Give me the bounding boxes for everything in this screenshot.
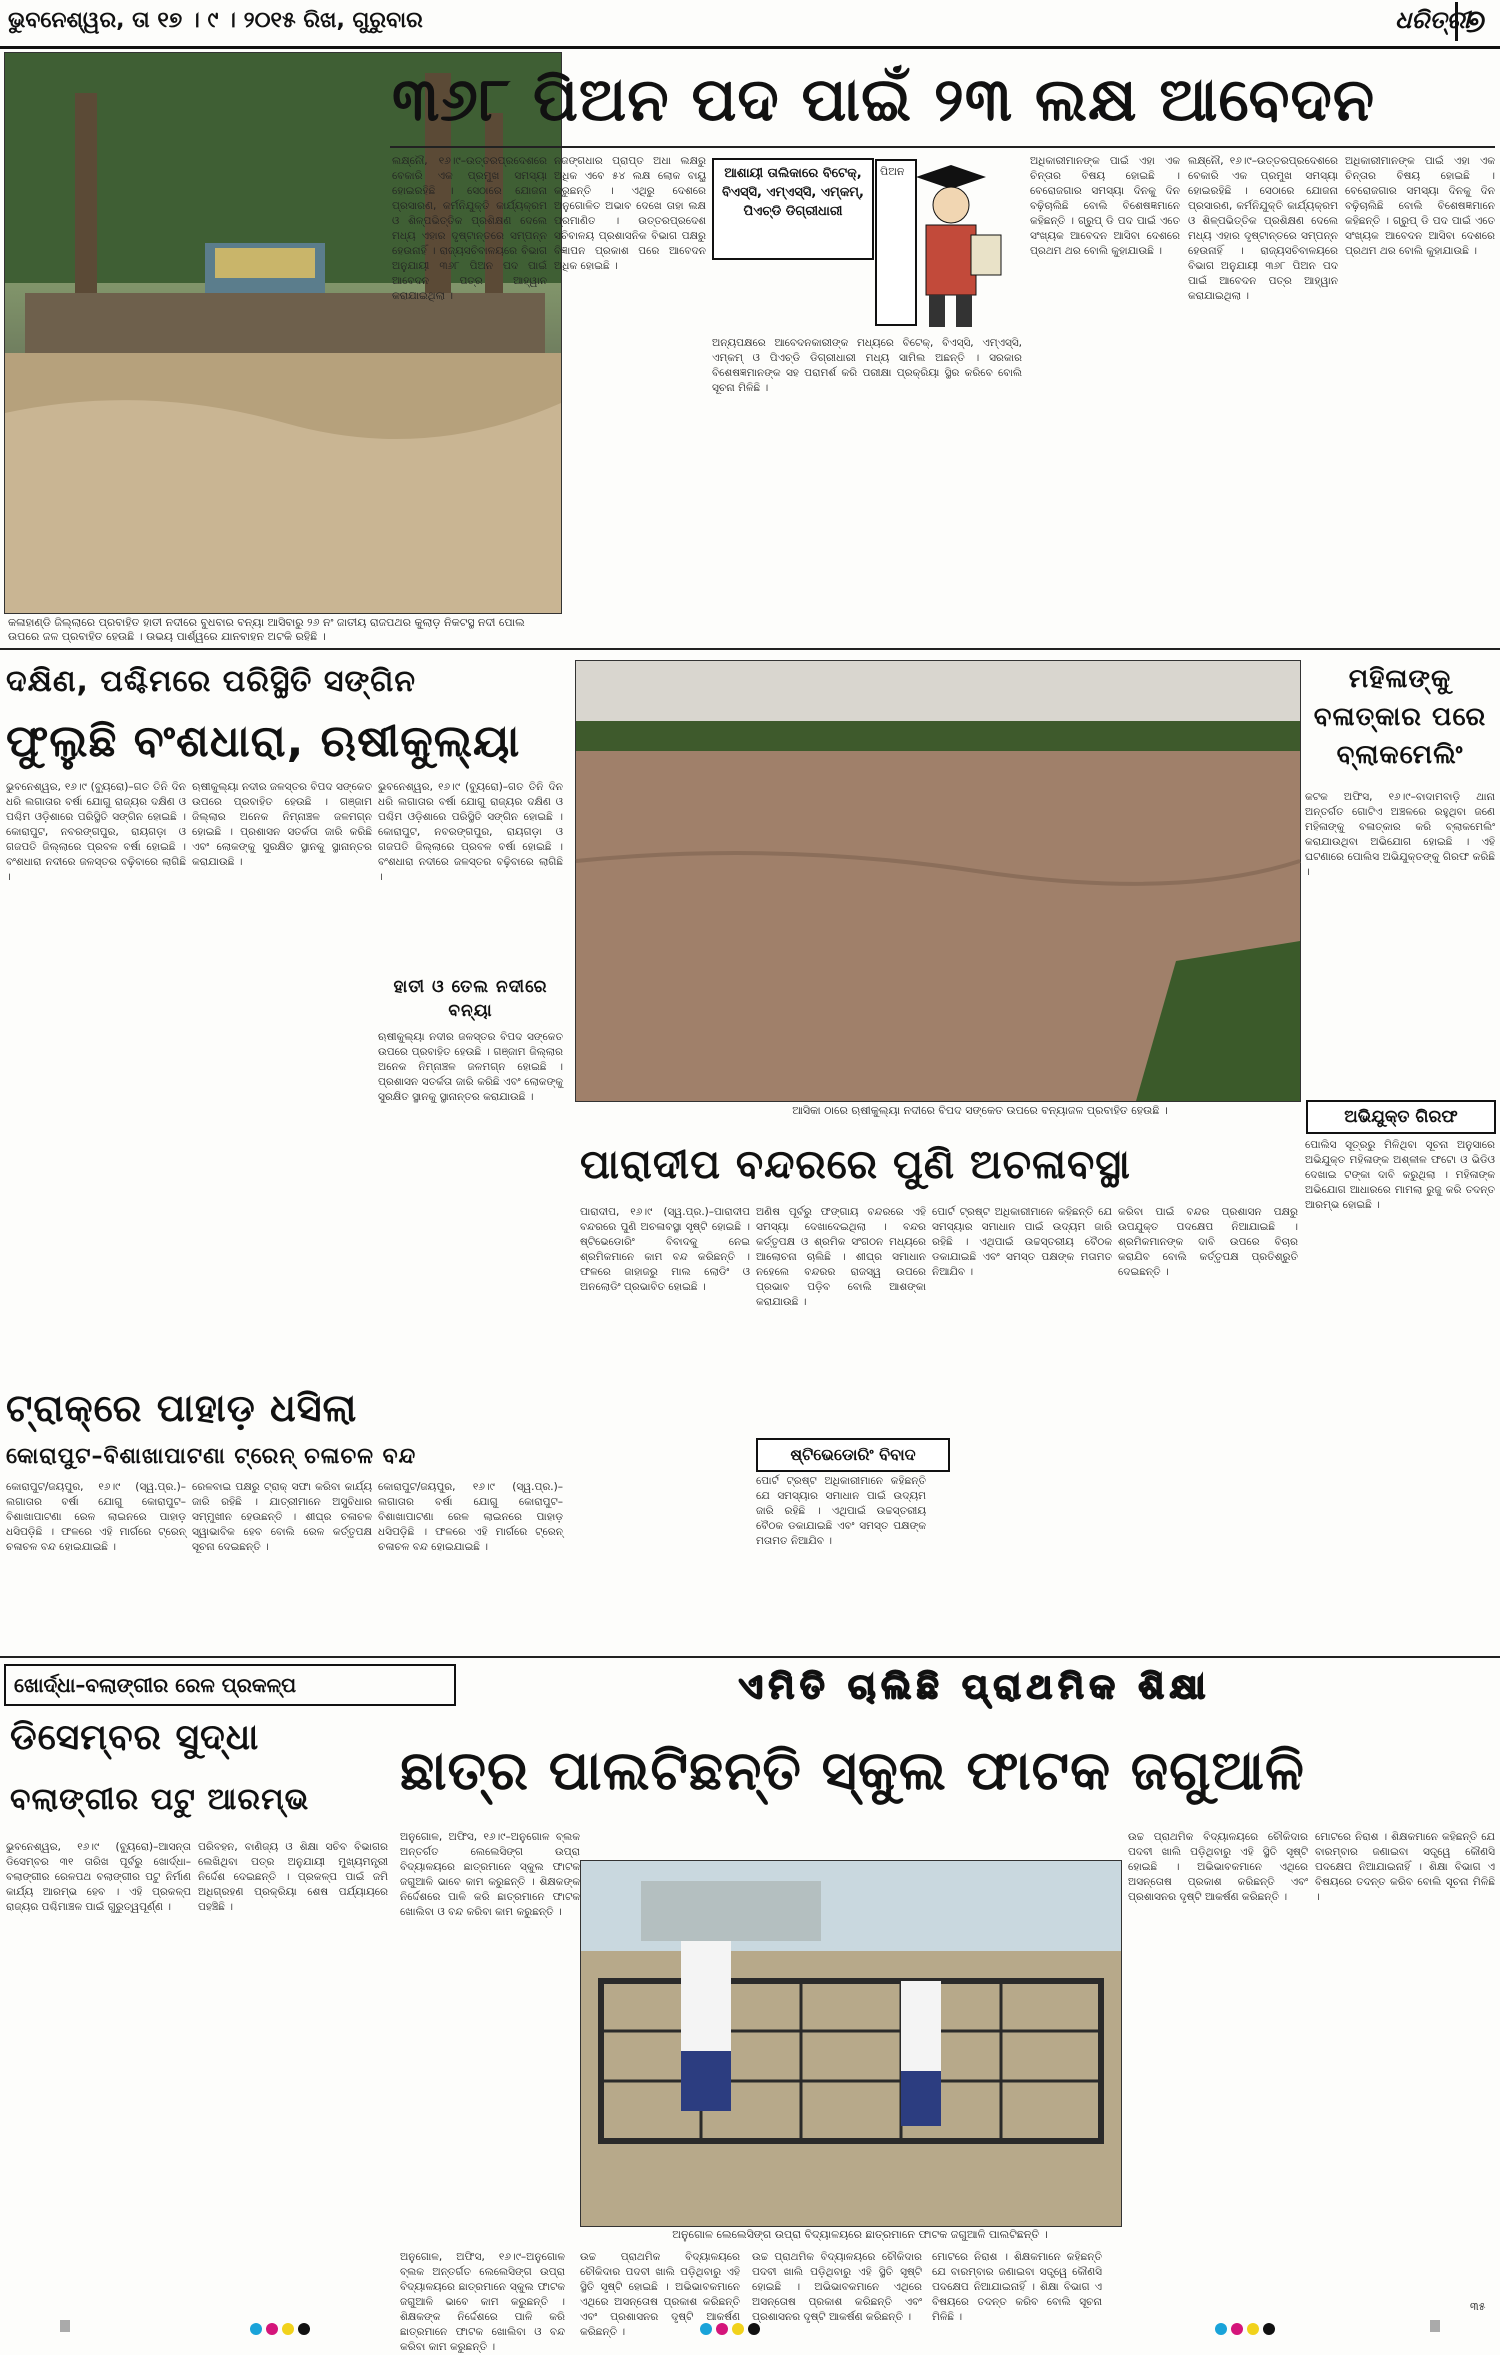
landslide-col-3: କୋରାପୁଟ/ଜୟପୁର, ୧୬।୯ (ସ୍ୱ.ପ୍ର.)–ଲଗାତାର ବର୍ଷା ଯୋଗୁ କୋରାପୁଟ–ବିଶାଖାପାଟଣା ରେଳ ଲାଇନରେ ପାହାଡ଼ ଧସିପଡ଼ିଛି । ଫଳରେ ଏହି ମାର୍ଗରେ ଟ୍ରେନ୍ ଚଳାଚଳ ବନ୍ଦ ହୋଇଯାଇଛି । bbox=[378, 1481, 563, 1553]
blackmail-tag-text: ଅଭିଯୁକ୍ତ ଗିରଫ bbox=[1344, 1107, 1458, 1127]
lead-col-6: ଅଧିକାରୀମାନଙ୍କ ପାଇଁ ଏହା ଏକ ଚିନ୍ତାର ବିଷୟ ହୋଇଛି । ବେରୋଜଗାର ସମସ୍ୟା ଦିନକୁ ଦିନ ବଢ଼ିଚାଲିଛି ବୋଲି ବିଶେଷଜ୍ଞମାନେ କହିଛନ୍ତି । ଗ୍ରୁପ୍ ଡି ପଦ ପାଇଁ ଏତେ ସଂଖ୍ୟକ ଆବେଦନ ଆସିବା ଦେଶରେ ପ୍ରଥମ ଥର ବୋଲି କୁହାଯାଉଛି । bbox=[1345, 155, 1495, 257]
black-dot-icon bbox=[298, 2323, 310, 2335]
flood-subhead: ହାତୀ ଓ ତେଲ ନଦୀରେ ବନ୍ୟା bbox=[393, 977, 548, 1021]
river-illustration bbox=[576, 661, 1300, 1101]
yellow-dot-icon bbox=[282, 2323, 294, 2335]
footer-grey-swatch-1 bbox=[60, 2320, 70, 2332]
lead-col-5: ଲକ୍ଷ୍ନୌ, ୧୬।୯–ଉତ୍ତରପ୍ରଦେଶରେ ବେକାରି ଏକ ପ୍ରମୁଖ ସମସ୍ୟା ହୋଇରହିଛି । ସେଠାରେ ଯୋଜନା ପ୍ରସାରଣ, କର୍ମନିଯୁକ୍ତି କାର୍ଯ୍ୟକ୍ରମ ଓ ଶିଳ୍ପଭିତ୍ତିକ ପ୍ରଶିକ୍ଷଣ ଦେଲେ ମଧ୍ୟ ଏହାର ଦୃଷ୍ଟାନ୍ତରେ ସମ୍ପନ୍ନ ହେଉନାହିଁ । ରାଜ୍ୟସଚିବାଳୟରେ ବିଭାଗ ଅନୁଯାୟୀ ୩୬୮ ପିଅନ ପଦ ପାଇଁ ଆବେଦନ ପତ୍ର ଆହ୍ୱାନ କରାଯାଇଥିଲା । bbox=[1188, 155, 1338, 302]
school-col-7: ମୋଟରେ ନିରାଶ । ଶିକ୍ଷକମାନେ କହିଛନ୍ତି ଯେ ବାରମ୍ବାର ଜଣାଇବା ସତ୍ତ୍ୱେ କୌଣସି ପଦକ୍ଷେପ ନିଆଯାଇନାହିଁ । ଶିକ୍ଷା ବିଭାଗ ଏ ବିଷୟରେ ତଦନ୍ତ କରିବ ବୋଲି ସୂଚନା ମିଳିଛି । bbox=[1315, 1831, 1495, 1903]
cyan-dot-icon bbox=[1215, 2323, 1227, 2335]
blackmail-col-2: ପୋଲିସ ସୂତ୍ରରୁ ମିଳିଥିବା ସୂଚନା ଅନୁସାରେ ଅଭିଯୁକ୍ତ ମହିଳାଙ୍କ ଅଶ୍ଳୀଳ ଫଟୋ ଓ ଭିଡିଓ ଦେଖାଇ ଟଙ୍କା ଦାବି କରୁଥିଲା । ମହିଳାଙ୍କ ଅଭିଯୋଗ ଆଧାରରେ ମାମଲା ରୁଜୁ କରି ତଦନ୍ତ ଆରମ୍ଭ ହୋଇଛି । bbox=[1305, 1139, 1495, 1211]
lead-headline: ୩୬୮ ପିଅନ ପଦ ପାଇଁ ୨୩ ଲକ୍ଷ ଆବେଦନ bbox=[392, 65, 1376, 135]
magenta-dot-icon bbox=[266, 2323, 278, 2335]
peon-cartoon bbox=[866, 155, 1021, 330]
landslide-col-1: କୋରାପୁଟ/ଜୟପୁର, ୧୬।୯ (ସ୍ୱ.ପ୍ର.)–ଲଗାତାର ବର୍ଷା ଯୋଗୁ କୋରାପୁଟ–ବିଶାଖାପାଟଣା ରେଳ ଲାଇନରେ ପାହାଡ଼ ଧସିପଡ଼ିଛି । ଫଳରେ ଏହି ମାର୍ଗରେ ଟ୍ରେନ୍ ଚଳାଚଳ ବନ୍ଦ ହୋଇଯାଇଛି । bbox=[6, 1481, 186, 1553]
landslide-headline: ଟ୍ରାକ୍‌ରେ ପାହାଡ଼ ଧସିଲା bbox=[6, 1386, 358, 1430]
paradip-col-5: କରିବା ପାଇଁ ବନ୍ଦର ପ୍ରଶାସନ ପକ୍ଷରୁ ଉପଯୁକ୍ତ ପଦକ୍ଷେପ ନିଆଯାଇଛି । ଶ୍ରମିକମାନଙ୍କ ଦାବି ଉପରେ ବିଚାର କରାଯିବ ବୋଲି କର୍ତ୍ତୃପକ୍ଷ ପ୍ରତିଶ୍ରୁତି ଦେଇଛନ୍ତି । bbox=[1118, 1206, 1298, 1278]
print-registration-marks bbox=[0, 2318, 1500, 2335]
school-col-6: ଉଚ୍ଚ ପ୍ରାଥମିକ ବିଦ୍ୟାଳୟରେ ଚୌକିଦାର ପଦବୀ ଖାଲି ପଡ଼ିଥିବାରୁ ଏହି ସ୍ଥିତି ସୃଷ୍ଟି ହୋଇଛି । ଅଭିଭାବକମାନେ ଏଥିରେ ଅସନ୍ତୋଷ ପ୍ରକାଶ କରିଛନ୍ତି ଏବଂ ପ୍ରଶାସନର ଦୃଷ୍ଟି ଆକର୍ଷଣ କରିଛନ୍ତି । bbox=[1128, 1831, 1308, 1903]
cartoon-door-sign: ପିଅନ bbox=[880, 165, 905, 178]
landslide-subhead: କୋରାପୁଟ–ବିଶାଖାପାଟଣା ଟ୍ରେନ୍ ଚଳାଚଳ ବନ୍ଦ bbox=[6, 1444, 417, 1469]
bridge-photo-caption: କଳାହାଣ୍ଡି ଜିଲ୍ଲାରେ ପ୍ରବାହିତ ହାତୀ ନଦୀରେ ବୁଧବାର ବନ୍ୟା ଆସିବାରୁ ୨୬ ନଂ ଜାତୀୟ ରାଜପଥର କୁଲାଡ଼ ନିକଟସ୍ଥ ନଦୀ ପୋଲ ଉପରେ ଜଳ ପ୍ରବାହିତ ହେଉଛି । ଉଭୟ ପାର୍ଶ୍ୱରେ ଯାନବାହନ ଅଟକି ରହିଛି । bbox=[8, 616, 525, 643]
blackmail-headline: ମହିଳାଙ୍କୁ ବଳାତ୍କାର ପରେ ବ୍ଲାକମେଲିଂ bbox=[1313, 664, 1487, 770]
rail-col-2: ପରିବହନ, ବାଣିଜ୍ୟ ଓ ଶିକ୍ଷା ସଚିବ ବିଭାଗର ଲେଖିଥିବା ପତ୍ର ଅନୁଯାୟୀ ମୁଖ୍ୟମନ୍ତ୍ରୀ ନିର୍ଦ୍ଦେଶ ଦେଇଛନ୍ତି । ପ୍ରକଳ୍ପ ପାଇଁ ଜମି ଅଧିଗ୍ରହଣ ପ୍ରକ୍ରିୟା ଶେଷ ପର୍ଯ୍ୟାୟରେ ପହଞ୍ଚିଛି । bbox=[198, 1841, 388, 1913]
blackmail-col-1: କଟକ ଅଫିସ, ୧୬।୯–ବାଦାମବାଡ଼ି ଥାନା ଅନ୍ତର୍ଗତ ଗୋଟିଏ ଅଞ୍ଚଳରେ ରହୁଥିବା ଜଣେ ମହିଳାଙ୍କୁ ବଳାତ୍କାର କରି ବ୍ଲାକମେଲିଂ କରାଯାଉଥିବା ଅଭିଯୋଗ ହୋଇଛି । ଏହି ଘଟଣାରେ ପୋଲିସ ଅଭିଯୁକ୍ତଙ୍କୁ ଗିରଫ କରିଛି । bbox=[1305, 791, 1495, 878]
school-photo-caption: ଅନୁଗୋଳ ଲେଲେସିଙ୍ଗ ଉପ୍ରା ବିଦ୍ୟାଳୟରେ ଛାତ୍ରମାନେ ଫାଟକ ଜଗୁଆଳି ପାଲଟିଛନ୍ତି । bbox=[672, 2228, 1048, 2241]
school-col-4: ଉଚ୍ଚ ପ୍ରାଥମିକ ବିଦ୍ୟାଳୟରେ ଚୌକିଦାର ପଦବୀ ଖାଲି ପଡ଼ିଥିବାରୁ ଏହି ସ୍ଥିତି ସୃଷ୍ଟି ହୋଇଛି । ଅଭିଭାବକମାନେ ଏଥିରେ ଅସନ୍ତୋଷ ପ୍ରକାଶ କରିଛନ୍ତି ଏବଂ ପ୍ରଶାସନର ଦୃଷ୍ଟି ଆକର୍ଷଣ କରିଛନ୍ତି । bbox=[752, 2251, 922, 2323]
rail-kicker-box bbox=[4, 1664, 456, 1706]
footer-cmyk-dots-3 bbox=[1215, 2320, 1279, 2339]
cyan-dot-icon bbox=[700, 2323, 712, 2335]
dateline: ଭୁବନେଶ୍ୱର, ତା ୧୭ । ୯ । ୨୦୧୫ ରିଖ, ଗୁରୁବାର bbox=[8, 8, 423, 33]
paradip-tag bbox=[756, 1438, 950, 1472]
flood-col-2: ଋଷୀକୁଲ୍ୟା ନଦୀର ଜଳସ୍ତର ବିପଦ ସଙ୍କେତ ଉପରେ ପ୍ରବାହିତ ହେଉଛି । ଗଞ୍ଜାମ ଜିଲ୍ଲାର ଅନେକ ନିମ୍ନାଞ୍ଚଳ ଜଳମଗ୍ନ ହୋଇଛି । ପ୍ରଶାସନ ସତର୍କତା ଜାରି କରିଛି ଏବଂ ଲୋକଙ୍କୁ ସୁରକ୍ଷିତ ସ୍ଥାନକୁ ସ୍ଥାନାନ୍ତର କରାଯାଉଛି । bbox=[192, 781, 372, 868]
school-gate-photo bbox=[580, 1860, 1122, 2227]
yellow-dot-icon bbox=[1247, 2323, 1259, 2335]
magenta-dot-icon bbox=[716, 2323, 728, 2335]
paradip-headline: ପାରାଦୀପ ବନ୍ଦରରେ ପୁଣି ଅଚଳାବସ୍ଥା bbox=[580, 1142, 1131, 1188]
paradip-col-2: ଅଣିଷ ପୂର୍ବରୁ ଫଙ୍ଗାୟ ବନ୍ଦରରେ ଏହି ସମସ୍ୟା ଦେଖାଦେଇଥିଲା । ବନ୍ଦର କର୍ତ୍ତୃପକ୍ଷ ଓ ଶ୍ରମିକ ସଂଗଠନ ମଧ୍ୟରେ ଆଲୋଚନା ଚାଲିଛି । ଶୀଘ୍ର ସମାଧାନ ନହେଲେ ବନ୍ଦରର ରାଜସ୍ୱ ଉପରେ ପ୍ରଭାବ ପଡ଼ିବ ବୋଲି ଆଶଙ୍କା କରାଯାଉଛି । bbox=[756, 1206, 926, 1308]
lead-col-2: ନଜଙ୍ଗଧାର ପ୍ରାପ୍ତ ଅଧା ଲକ୍ଷରୁ ଅଧିକ ଏବେ ୫୪ ଲକ୍ଷ ଲୋକ ବାୟୁ କରୁଛନ୍ତି । ଏଥିରୁ ଦେଶରେ ଅନୁଗୋଳିତ ଅଭାବ ଦେଖେ ତାହା ଲକ୍ଷ ପ୍ରମାଣିତ । ଉତ୍ତରପ୍ରଦେଶ ସଚିବାଳୟ ପ୍ରଶାସନିକ ବିଭାଗ ପକ୍ଷରୁ ବିଜ୍ଞାପନ ପ୍ରକାଶ ପରେ ଆବେଦନ ଅଧିକ ହୋଇଛି । bbox=[554, 155, 706, 272]
paradip-tag-text: ଷ୍ଟିଭେଡୋରିଂ ବିବାଦ bbox=[790, 1445, 916, 1464]
flood-col-1: ଭୁବନେଶ୍ୱର, ୧୬।୯ (ବ୍ୟୁରୋ)–ଗତ ତିନି ଦିନ ଧରି ଲଗାତାର ବର୍ଷା ଯୋଗୁ ରାଜ୍ୟର ଦକ୍ଷିଣ ଓ ପଶ୍ଚିମ ଓଡ଼ିଶାରେ ପରିସ୍ଥିତି ସଙ୍ଗିନ ହୋଇଛି । କୋରାପୁଟ, ନବରଙ୍ଗପୁର, ରାୟଗଡ଼ା ଓ ଗଜପତି ଜିଲ୍ଲାରେ ପ୍ରବଳ ବର୍ଷା ହୋଇଛି । ବଂଶଧାରା ନଦୀରେ ଜଳସ୍ତର ବଢ଼ିବାରେ ଲାଗିଛି । bbox=[6, 781, 186, 883]
page-header bbox=[0, 0, 1500, 49]
section-rule-1 bbox=[0, 648, 1500, 650]
cyan-dot-icon bbox=[250, 2323, 262, 2335]
landslide-col-2: ରେଳବାଇ ପକ୍ଷରୁ ଟ୍ରାକ୍ ସଫା କରିବା କାର୍ଯ୍ୟ ଜାରି ରହିଛି । ଯାତ୍ରୀମାନେ ଅସୁବିଧାର ସମ୍ମୁଖୀନ ହେଉଛନ୍ତି । ଶୀଘ୍ର ଚଳାଚଳ ସ୍ୱାଭାବିକ ହେବ ବୋଲି ରେଳ କର୍ତ୍ତୃପକ୍ଷ ସୂଚନା ଦେଇଛନ୍ତି । bbox=[192, 1481, 372, 1553]
footer-cmyk-dots-2 bbox=[700, 2320, 764, 2339]
school-kicker: ଏମିତି ଚାଲିଛି ପ୍ରାଥମିକ ଶିକ୍ଷା bbox=[738, 1667, 1212, 1707]
lead-callout bbox=[712, 158, 874, 260]
flood-kicker: ଦକ୍ଷିଣ, ପଶ୍ଚିମରେ ପରିସ୍ଥିତି ସଙ୍ଗିନ bbox=[6, 664, 416, 699]
section-rule-2 bbox=[0, 1656, 1500, 1658]
footer-grey-swatch-2 bbox=[1430, 2320, 1440, 2332]
lead-callout-text: ଆଶାୟୀ ତାଲିକାରେ ବିଟେକ୍, ବିଏସ୍‌ସି, ଏମ୍‌ଏସ୍‌ସି, ଏମ୍‌କମ୍, ପିଏଚ୍‌ଡି ଡିଗ୍ରୀଧାରୀ bbox=[722, 166, 864, 219]
magenta-dot-icon bbox=[1231, 2323, 1243, 2335]
graduate-cartoon-illustration bbox=[866, 155, 1021, 330]
school-headline: ଛାତ୍ର ପାଲଟିଛନ୍ତି ସ୍କୁଲ ଫାଟକ ଜଗୁଆଳି bbox=[400, 1739, 1305, 1802]
school-col-5: ମୋଟରେ ନିରାଶ । ଶିକ୍ଷକମାନେ କହିଛନ୍ତି ଯେ ବାରମ୍ବାର ଜଣାଇବା ସତ୍ତ୍ୱେ କୌଣସି ପଦକ୍ଷେପ ନିଆଯାଇନାହିଁ । ଶିକ୍ଷା ବିଭାଗ ଏ ବିଷୟରେ ତଦନ୍ତ କରିବ ବୋଲି ସୂଚନା ମିଳିଛି । bbox=[932, 2251, 1102, 2323]
footer-cmyk-dots-1 bbox=[250, 2320, 314, 2339]
blackmail-tag bbox=[1306, 1100, 1496, 1134]
flood-col-4: ଋଷୀକୁଲ୍ୟା ନଦୀର ଜଳସ୍ତର ବିପଦ ସଙ୍କେତ ଉପରେ ପ୍ରବାହିତ ହେଉଛି । ଗଞ୍ଜାମ ଜିଲ୍ଲାର ଅନେକ ନିମ୍ନାଞ୍ଚଳ ଜଳମଗ୍ନ ହୋଇଛି । ପ୍ରଶାସନ ସତର୍କତା ଜାରି କରିଛି ଏବଂ ଲୋକଙ୍କୁ ସୁରକ୍ଷିତ ସ୍ଥାନକୁ ସ୍ଥାନାନ୍ତର କରାଯାଉଛି । bbox=[378, 1031, 563, 1103]
rail-headline-1: ଡିସେମ୍ବର ସୁଦ୍ଧା bbox=[10, 1717, 260, 1758]
river-photo-caption: ଆସିକା ଠାରେ ଋଷୀକୁଲ୍ୟା ନଦୀରେ ବିପଦ ସଙ୍କେତ ଉପରେ ବନ୍ୟାଜଳ ପ୍ରବାହିତ ହେଉଛି । bbox=[792, 1104, 1168, 1117]
school-col-1: ଅନୁଗୋଳ, ଅଫିସ, ୧୬।୯–ଅନୁଗୋଳ ବ୍ଲକ ଅନ୍ତର୍ଗତ ଲେଲେସିଙ୍ଗ ଉପ୍ରା ବିଦ୍ୟାଳୟରେ ଛାତ୍ରମାନେ ସ୍କୁଲ ଫାଟକ ଜଗୁଆଳି ଭାବେ କାମ କରୁଛନ୍ତି । ଶିକ୍ଷକଙ୍କ ନିର୍ଦ୍ଦେଶରେ ପାଳି କରି ଛାତ୍ରମାନେ ଫାଟକ ଖୋଲିବା ଓ ବନ୍ଦ କରିବା କାମ କରୁଛନ୍ତି । bbox=[400, 1831, 580, 1918]
flood-col-3: ଭୁବନେଶ୍ୱର, ୧୬।୯ (ବ୍ୟୁରୋ)–ଗତ ତିନି ଦିନ ଧରି ଲଗାତାର ବର୍ଷା ଯୋଗୁ ରାଜ୍ୟର ଦକ୍ଷିଣ ଓ ପଶ୍ଚିମ ଓଡ଼ିଶାରେ ପରିସ୍ଥିତି ସଙ୍ଗିନ ହୋଇଛି । କୋରାପୁଟ, ନବରଙ୍ଗପୁର, ରାୟଗଡ଼ା ଓ ଗଜପତି ଜିଲ୍ଲାରେ ପ୍ରବଳ ବର୍ଷା ହୋଇଛି । ବଂଶଧାରା ନଦୀରେ ଜଳସ୍ତର ବଢ଼ିବାରେ ଲାଗିଛି । bbox=[378, 781, 563, 883]
rail-headline-2: ବଲାଙ୍ଗୀର ପଟୁ ଆରମ୍ଭ bbox=[10, 1782, 310, 1817]
river-flood-photo bbox=[575, 660, 1301, 1102]
paradip-col-3: ପୋର୍ଟ ଟ୍ରଷ୍ଟ ଅଧିକାରୀମାନେ କହିଛନ୍ତି ଯେ ସମସ୍ୟାର ସମାଧାନ ପାଇଁ ଉଦ୍ୟମ ଜାରି ରହିଛି । ଏଥିପାଇଁ ଉଚ୍ଚସ୍ତରୀୟ ବୈଠକ ଡକାଯାଇଛି ଏବଂ ସମସ୍ତ ପକ୍ଷଙ୍କ ମତାମତ ନିଆଯିବ । bbox=[756, 1475, 926, 1547]
lead-col-1: ଲକ୍ଷ୍ନୌ, ୧୬।୯–ଉତ୍ତରପ୍ରଦେଶରେ ବେକାରି ଏକ ପ୍ରମୁଖ ସମସ୍ୟା ହୋଇରହିଛି । ସେଠାରେ ଯୋଜନା ପ୍ରସାରଣ, କର୍ମନିଯୁକ୍ତି କାର୍ଯ୍ୟକ୍ରମ ଓ ଶିଳ୍ପଭିତ୍ତିକ ପ୍ରଶିକ୍ଷଣ ଦେଲେ ମଧ୍ୟ ଏହାର ଦୃଷ୍ଟାନ୍ତରେ ସମ୍ପନ୍ନ ହେଉନାହିଁ । ରାଜ୍ୟସଚିବାଳୟରେ ବିଭାଗ ଅନୁଯାୟୀ ୩୬୮ ପିଅନ ପଦ ପାଇଁ ଆବେଦନ ପତ୍ର ଆହ୍ୱାନ କରାଯାଇଥିଲା । bbox=[392, 155, 547, 302]
page-number: ୭ bbox=[1455, 2, 1486, 41]
flood-headline: ଫୁଲୁଛି ବଂଶଧାରା, ଋଷୀକୁଲ୍ୟା bbox=[6, 716, 521, 767]
yellow-dot-icon bbox=[732, 2323, 744, 2335]
rail-kicker: ଖୋର୍ଦ୍ଧା–ବଲାଙ୍ଗୀର ରେଳ ପ୍ରକଳ୍ପ bbox=[14, 1673, 297, 1697]
school-col-3: ଉଚ୍ଚ ପ୍ରାଥମିକ ବିଦ୍ୟାଳୟରେ ଚୌକିଦାର ପଦବୀ ଖାଲି ପଡ଼ିଥିବାରୁ ଏହି ସ୍ଥିତି ସୃଷ୍ଟି ହୋଇଛି । ଅଭିଭାବକମାନେ ଏଥିରେ ଅସନ୍ତୋଷ ପ୍ରକାଶ କରିଛନ୍ତି ଏବଂ ପ୍ରଶାସନର ଦୃଷ୍ଟି ଆକର୍ଷଣ କରିଛନ୍ତି । bbox=[580, 2251, 740, 2338]
black-dot-icon bbox=[748, 2323, 760, 2335]
school-gate-illustration bbox=[581, 1861, 1121, 2226]
page-code: ୩୫ bbox=[1470, 2300, 1486, 2313]
lead-col-4: ଅଧିକାରୀମାନଙ୍କ ପାଇଁ ଏହା ଏକ ଚିନ୍ତାର ବିଷୟ ହୋଇଛି । ବେରୋଜଗାର ସମସ୍ୟା ଦିନକୁ ଦିନ ବଢ଼ିଚାଲିଛି ବୋଲି ବିଶେଷଜ୍ଞମାନେ କହିଛନ୍ତି । ଗ୍ରୁପ୍ ଡି ପଦ ପାଇଁ ଏତେ ସଂଖ୍ୟକ ଆବେଦନ ଆସିବା ଦେଶରେ ପ୍ରଥମ ଥର ବୋଲି କୁହାଯାଉଛି । bbox=[1030, 155, 1180, 257]
lead-col-3: ଅନ୍ୟପକ୍ଷରେ ଆବେଦନକାରୀଙ୍କ ମଧ୍ୟରେ ବିଟେକ୍, ବିଏସ୍‌ସି, ଏମ୍‌ଏସ୍‌ସି, ଏମ୍‌କମ୍ ଓ ପିଏଚ୍‌ଡି ଡିଗ୍ରୀଧାରୀ ମଧ୍ୟ ସାମିଲ ଅଛନ୍ତି । ସରକାର ବିଶେଷଜ୍ଞମାନଙ୍କ ସହ ପରାମର୍ଶ କରି ପରୀକ୍ଷା ପ୍ରକ୍ରିୟା ସ୍ଥିର କରିବେ ବୋଲି ସୂଚନା ମିଳିଛି । bbox=[712, 337, 1022, 394]
rail-col-1: ଭୁବନେଶ୍ୱର, ୧୬।୯ (ବ୍ୟୁରୋ)–ଆସନ୍ତା ଡିସେମ୍ବର ୩୧ ତାରିଖ ପୂର୍ବରୁ ଖୋର୍ଦ୍ଧା–ବଲାଙ୍ଗୀର ରେଳପଥ ବଲାଙ୍ଗୀର ପଟୁ ନିର୍ମାଣ କାର୍ଯ୍ୟ ଆରମ୍ଭ ହେବ । ଏହି ପ୍ରକଳ୍ପ ରାଜ୍ୟର ପଶ୍ଚିମାଞ୍ଚଳ ପାଇଁ ଗୁରୁତ୍ୱପୂର୍ଣ୍ଣ । bbox=[6, 1841, 191, 1913]
masthead-logo: ଧରିତ୍ରୀ bbox=[1395, 6, 1470, 34]
paradip-col-4: ପୋର୍ଟ ଟ୍ରଷ୍ଟ ଅଧିକାରୀମାନେ କହିଛନ୍ତି ଯେ ସମସ୍ୟାର ସମାଧାନ ପାଇଁ ଉଦ୍ୟମ ଜାରି ରହିଛି । ଏଥିପାଇଁ ଉଚ୍ଚସ୍ତରୀୟ ବୈଠକ ଡକାଯାଇଛି ଏବଂ ସମସ୍ତ ପକ୍ଷଙ୍କ ମତାମତ ନିଆଯିବ । bbox=[932, 1206, 1112, 1278]
lead-rule bbox=[390, 146, 1495, 148]
school-col-2: ଅନୁଗୋଳ, ଅଫିସ, ୧୬।୯–ଅନୁଗୋଳ ବ୍ଲକ ଅନ୍ତର୍ଗତ ଲେଲେସିଙ୍ଗ ଉପ୍ରା ବିଦ୍ୟାଳୟରେ ଛାତ୍ରମାନେ ସ୍କୁଲ ଫାଟକ ଜଗୁଆଳି ଭାବେ କାମ କରୁଛନ୍ତି । ଶିକ୍ଷକଙ୍କ ନିର୍ଦ୍ଦେଶରେ ପାଳି କରି ଛାତ୍ରମାନେ ଫାଟକ ଖୋଲିବା ଓ ବନ୍ଦ କରିବା କାମ କରୁଛନ୍ତି । bbox=[400, 2251, 565, 2353]
paradip-col-1: ପାରାଦୀପ, ୧୬।୯ (ସ୍ୱ.ପ୍ର.)–ପାରାଦୀପ ବନ୍ଦରରେ ପୁଣି ଅଚଳାବସ୍ଥା ସୃଷ୍ଟି ହୋଇଛି । ଷ୍ଟିଭେଡୋରିଂ ବିବାଦକୁ ନେଇ ଶ୍ରମିକମାନେ କାମ ବନ୍ଦ କରିଛନ୍ତି । ଫଳରେ ଜାହାଜରୁ ମାଲ ଲୋଡିଂ ଓ ଅନଲୋଡିଂ ପ୍ରଭାବିତ ହୋଇଛି । bbox=[580, 1206, 750, 1293]
black-dot-icon bbox=[1263, 2323, 1275, 2335]
